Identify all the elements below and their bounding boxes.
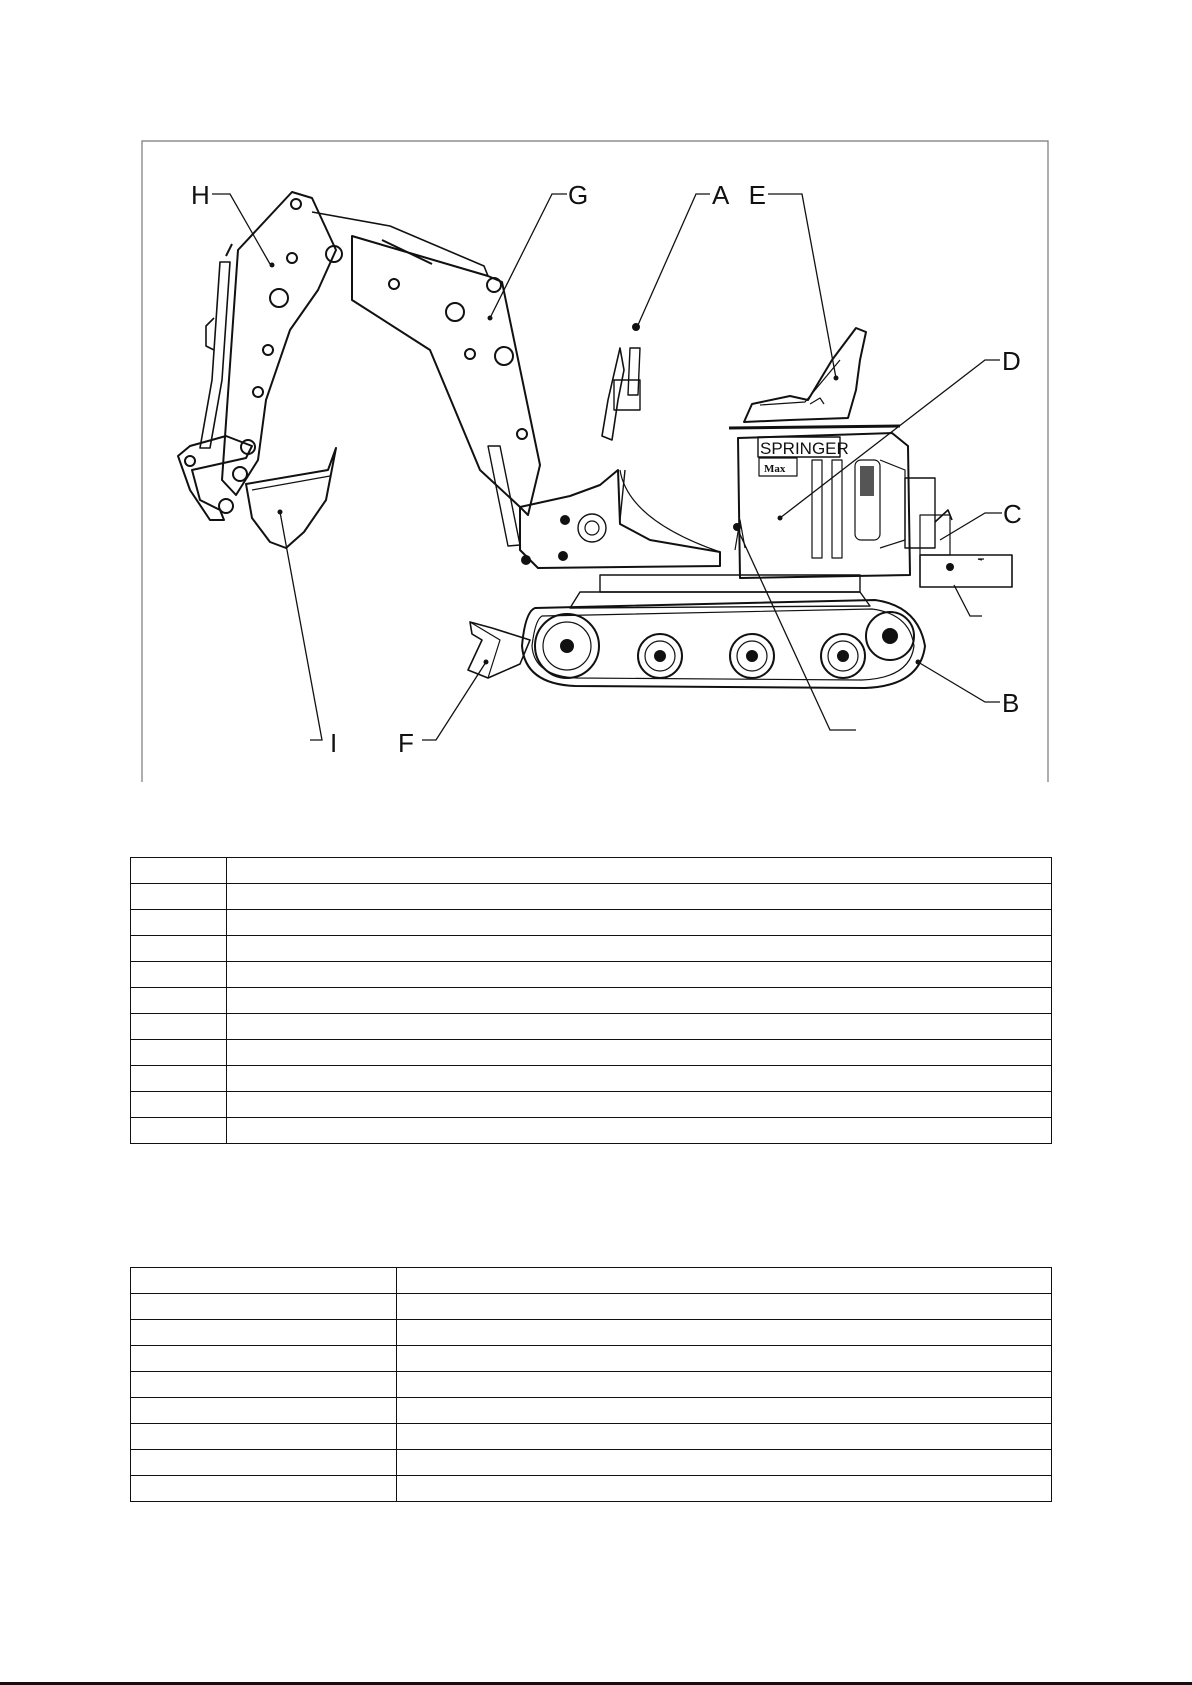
table-cell bbox=[131, 936, 227, 962]
table-cell bbox=[227, 1040, 1052, 1066]
control-lever bbox=[602, 324, 640, 440]
table-cell bbox=[397, 1372, 1052, 1398]
table-cell bbox=[131, 1476, 397, 1502]
table-cell bbox=[131, 1118, 227, 1144]
boom-mount bbox=[520, 470, 720, 568]
hoses bbox=[620, 470, 745, 552]
table-row bbox=[131, 910, 1052, 936]
table-cell bbox=[131, 1346, 397, 1372]
model-label: Max bbox=[764, 463, 786, 475]
table-cell bbox=[227, 962, 1052, 988]
table-cell bbox=[131, 1372, 397, 1398]
boom bbox=[352, 236, 540, 546]
table-cell bbox=[397, 1346, 1052, 1372]
table-cell bbox=[397, 1268, 1052, 1294]
table-row bbox=[131, 988, 1052, 1014]
table-cell bbox=[227, 1118, 1052, 1144]
table-row bbox=[131, 962, 1052, 988]
table-row bbox=[131, 1476, 1052, 1502]
callout-g: G bbox=[568, 180, 589, 210]
table-row bbox=[131, 1066, 1052, 1092]
table-cell bbox=[227, 884, 1052, 910]
table-cell bbox=[131, 1294, 397, 1320]
specs-table bbox=[130, 1267, 1052, 1502]
brand-label: SPRINGER bbox=[760, 439, 849, 458]
table-row bbox=[131, 1346, 1052, 1372]
bucket bbox=[246, 448, 336, 548]
table-cell bbox=[131, 988, 227, 1014]
table-row bbox=[131, 1294, 1052, 1320]
callout-h: H bbox=[191, 180, 210, 210]
callout-a: A bbox=[712, 180, 730, 210]
table-cell bbox=[131, 1424, 397, 1450]
callout-b: B bbox=[1002, 688, 1020, 718]
table-cell bbox=[131, 910, 227, 936]
table-row bbox=[131, 1450, 1052, 1476]
table-row bbox=[131, 858, 1052, 884]
table-cell bbox=[227, 988, 1052, 1014]
table-cell bbox=[397, 1450, 1052, 1476]
table-cell bbox=[131, 884, 227, 910]
table-row bbox=[131, 884, 1052, 910]
table-cell bbox=[397, 1476, 1052, 1502]
table-cell bbox=[397, 1294, 1052, 1320]
table-cell bbox=[227, 1014, 1052, 1040]
table-cell bbox=[131, 1040, 227, 1066]
table-cell bbox=[131, 1066, 227, 1092]
table-row bbox=[131, 1320, 1052, 1346]
table-cell bbox=[227, 1092, 1052, 1118]
table-cell bbox=[131, 1092, 227, 1118]
table-cell bbox=[131, 1450, 397, 1476]
table-row bbox=[131, 1040, 1052, 1066]
callout-f: F bbox=[398, 728, 414, 758]
excavator-diagram bbox=[0, 0, 1192, 800]
dozer-blade bbox=[468, 622, 530, 678]
table-row bbox=[131, 1372, 1052, 1398]
callout-c: C bbox=[1003, 499, 1022, 529]
table-row bbox=[131, 1268, 1052, 1294]
callout-e: E bbox=[748, 180, 766, 210]
callout-i: I bbox=[330, 728, 338, 758]
cab-vent bbox=[860, 466, 874, 496]
table-cell bbox=[131, 858, 227, 884]
operator-seat bbox=[744, 328, 866, 422]
table-row bbox=[131, 936, 1052, 962]
table-cell bbox=[131, 1268, 397, 1294]
table-cell bbox=[397, 1320, 1052, 1346]
table-cell bbox=[227, 936, 1052, 962]
table-row bbox=[131, 1014, 1052, 1040]
table-cell bbox=[131, 1014, 227, 1040]
dipper-arm bbox=[222, 192, 488, 495]
crawler-track bbox=[522, 575, 925, 688]
table-cell bbox=[227, 1066, 1052, 1092]
table-cell bbox=[227, 858, 1052, 884]
table-row bbox=[131, 1424, 1052, 1450]
callout-d: D bbox=[1002, 346, 1021, 376]
table-row bbox=[131, 1398, 1052, 1424]
table-cell bbox=[397, 1398, 1052, 1424]
table-cell bbox=[227, 910, 1052, 936]
table-cell bbox=[131, 1320, 397, 1346]
bucket-linkage bbox=[178, 436, 255, 520]
table-row bbox=[131, 1118, 1052, 1144]
table-row bbox=[131, 1092, 1052, 1118]
parts-table bbox=[130, 857, 1052, 1144]
table-cell bbox=[131, 1398, 397, 1424]
table-cell bbox=[131, 962, 227, 988]
table-cell bbox=[397, 1424, 1052, 1450]
